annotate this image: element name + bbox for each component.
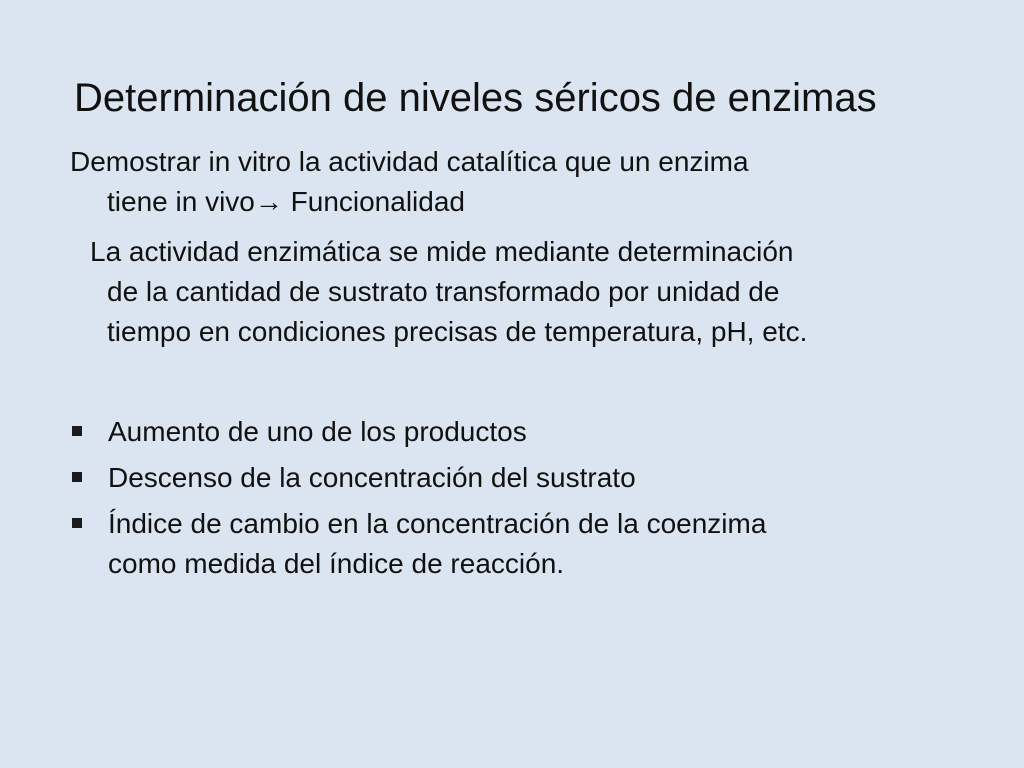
- paragraph-activity-measurement: [90, 232, 807, 352]
- slide-title: Determinación de niveles séricos de enzimas: [74, 76, 877, 120]
- paragraph-line: Demostrar in vitro la actividad catalítica que un enzima: [70, 146, 749, 177]
- square-bullet-icon: [72, 518, 82, 528]
- paragraph-line: La actividad enzimática se mide mediante determinación: [90, 236, 794, 267]
- list-item: [70, 458, 766, 498]
- list-item-text: Índice de cambio en la concentración de la coenzima: [108, 508, 767, 539]
- square-bullet-icon: [72, 426, 82, 436]
- list-item-text: como medida del índice de reacción.: [108, 548, 565, 579]
- square-bullet-icon: [72, 472, 82, 482]
- list-item-text: Descenso de la concentración del sustrato: [108, 462, 636, 493]
- bullet-list: [70, 412, 766, 590]
- paragraph-line: tiene in vivo→ Funcionalidad: [107, 186, 465, 217]
- paragraph-line: de la cantidad de sustrato transformado por unidad de: [107, 276, 780, 307]
- list-item: [70, 412, 766, 452]
- list-item: [70, 504, 766, 584]
- paragraph-line: tiempo en condiciones precisas de temperatura, pH, etc.: [107, 316, 808, 347]
- list-item-text: Aumento de uno de los productos: [108, 416, 527, 447]
- paragraph-functionality: [70, 142, 749, 222]
